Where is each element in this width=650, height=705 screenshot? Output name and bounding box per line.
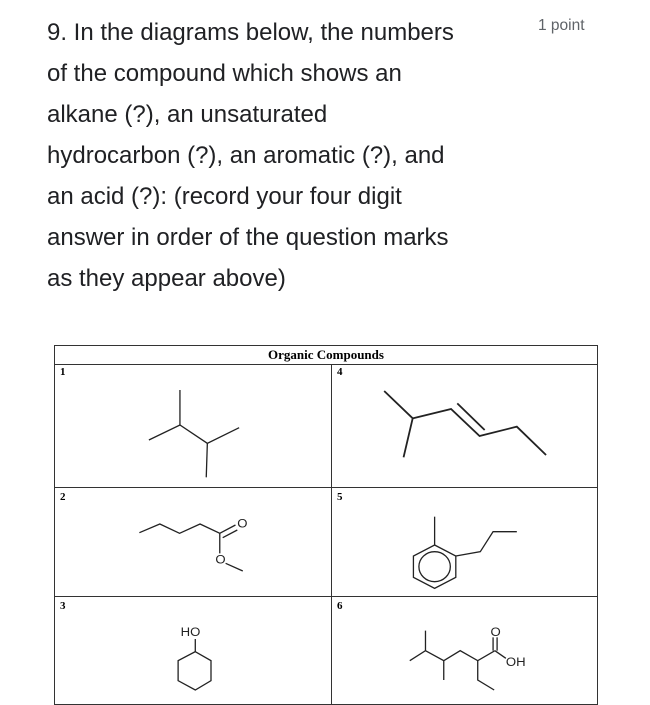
- question-line: hydrocarbon (?), an aromatic (?), and: [47, 142, 445, 169]
- question-line: of the compound which shows an: [47, 60, 402, 87]
- question-line: answer in order of the question marks: [47, 224, 449, 251]
- cell-label-3: 3: [60, 600, 66, 612]
- cell-label-2: 2: [60, 491, 66, 503]
- atom-label: OH: [505, 655, 526, 669]
- question-line: as they appear above): [47, 265, 286, 292]
- cell-label-5: 5: [337, 491, 343, 503]
- atom-label: HO: [180, 625, 201, 639]
- question-text: [47, 12, 527, 299]
- question-line: an acid (?): (record your four digit: [47, 183, 402, 210]
- compound-5-structure: [413, 517, 516, 589]
- compound-3-structure: [178, 639, 211, 690]
- atom-label: O: [215, 552, 226, 567]
- atom-label: O: [490, 625, 501, 639]
- cell-label-6: 6: [337, 600, 343, 612]
- cell-label-4: 4: [337, 366, 343, 378]
- compound-4-structure: [384, 391, 546, 457]
- points-label: 1 point: [538, 17, 585, 34]
- table-title: Organic Compounds: [55, 346, 597, 365]
- molecule-structures: [40, 340, 610, 700]
- compound-2-structure: [139, 524, 242, 571]
- compound-6-structure: [410, 631, 506, 690]
- compound-1-structure: [149, 390, 239, 477]
- question-line: 9. In the diagrams below, the numbers: [47, 19, 454, 46]
- cell-label-1: 1: [60, 366, 66, 378]
- question-line: alkane (?), an unsaturated: [47, 101, 328, 128]
- atom-label: O: [237, 517, 248, 531]
